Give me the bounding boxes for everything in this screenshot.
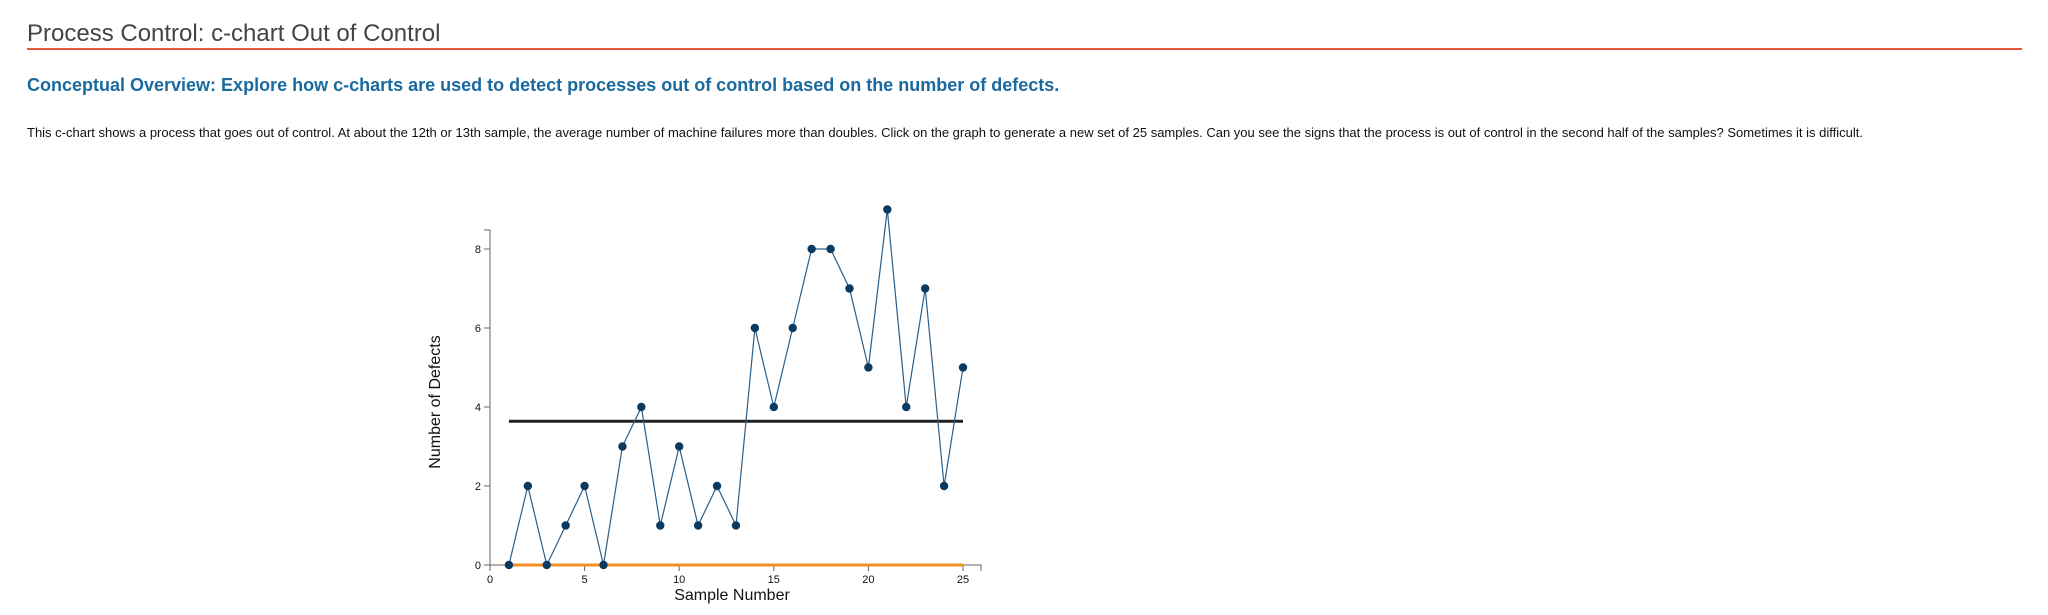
data-point xyxy=(561,521,569,529)
data-point xyxy=(505,561,513,569)
x-axis xyxy=(487,565,981,586)
data-point xyxy=(770,403,778,411)
x-tick-label: 0 xyxy=(486,574,494,586)
data-point xyxy=(637,403,645,411)
series-defects xyxy=(505,205,967,569)
data-point xyxy=(902,403,910,411)
y-axis xyxy=(475,230,490,572)
x-tick-label: 10 xyxy=(673,574,686,586)
chart-description: This c-chart shows a process that goes out of control. At about the 12th or 13th sample, the average number of machine failures more than doubles. Click on the graph to generate a new set of 25 samples. Can you see the signs that the process is out of control in the second half of the samples? Sometimes it is difficult. xyxy=(27,125,1863,140)
x-axis-label: Sample Number xyxy=(674,587,790,604)
page-title: Process Control: c-chart Out of Control xyxy=(27,20,441,47)
y-axis-line xyxy=(484,230,490,565)
x-tick-label: 25 xyxy=(956,574,970,586)
data-point xyxy=(826,245,834,253)
data-point xyxy=(524,482,532,490)
y-tick-label: 2 xyxy=(474,481,481,493)
data-point xyxy=(845,284,853,292)
data-point xyxy=(959,363,967,371)
data-point xyxy=(713,482,721,490)
reference-lines xyxy=(509,421,963,565)
data-point xyxy=(656,521,664,529)
data-point xyxy=(807,245,815,253)
y-tick-label: 8 xyxy=(474,244,481,256)
x-tick-label: 20 xyxy=(862,574,875,586)
data-point xyxy=(732,521,740,529)
data-point xyxy=(543,561,551,569)
data-point xyxy=(580,482,588,490)
data-point xyxy=(694,521,702,529)
series-line xyxy=(509,210,963,566)
y-tick-label: 0 xyxy=(474,560,481,572)
y-tick-label: 4 xyxy=(474,402,481,414)
x-tick-label: 5 xyxy=(581,574,588,586)
data-point xyxy=(940,482,948,490)
data-point xyxy=(751,324,759,332)
data-point xyxy=(675,442,683,450)
data-point xyxy=(864,363,872,371)
data-point xyxy=(789,324,797,332)
data-point xyxy=(921,284,929,292)
x-tick-label: 15 xyxy=(767,574,780,586)
y-axis-label: Number of Defects xyxy=(427,335,444,469)
y-tick-label: 6 xyxy=(474,323,481,335)
data-point xyxy=(883,205,891,213)
conceptual-overview: Conceptual Overview: Explore how c-charts are used to detect processes out of control based on the number of defects. xyxy=(27,75,1060,95)
data-point xyxy=(599,561,607,569)
data-point xyxy=(618,442,626,450)
